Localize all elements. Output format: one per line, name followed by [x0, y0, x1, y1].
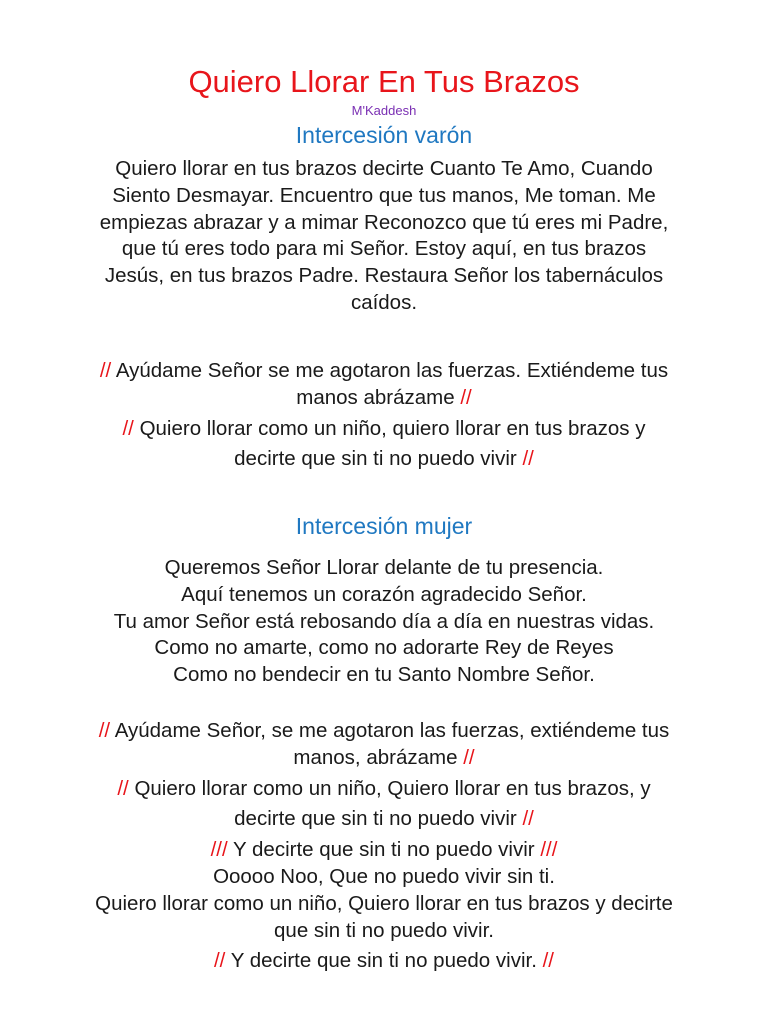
repeat-mark: /// — [210, 838, 228, 862]
section-heading-mujer: Intercesión mujer — [295, 513, 473, 539]
chorus-line: Ooooo Noo, Que no puedo vivir sin ti. — [213, 864, 555, 888]
chorus-line: // Ayúdame Señor, se me agotaron las fuerzas, extiéndeme tus — [98, 719, 670, 742]
repeat-mark: // — [99, 359, 112, 382]
verse-line: Como no amarte, como no adorarte Rey de Reyes — [154, 636, 614, 660]
repeat-mark: // — [213, 949, 226, 973]
repeat-mark: // — [122, 416, 134, 440]
chorus-line: manos, abrázame // — [293, 745, 475, 769]
repeat-mark: // — [522, 807, 534, 831]
verse-line: caídos. — [350, 290, 418, 314]
section-mujer-verse — [60, 555, 708, 689]
verse-line: Quiero llorar en tus brazos decirte Cuanto Te Amo, Cuando — [115, 157, 653, 180]
song-title: Quiero Llorar En Tus Brazos — [188, 64, 580, 99]
chorus-line: manos abrázame // — [296, 385, 472, 409]
chorus-line: decirte que sin ti no puedo vivir // — [234, 807, 534, 831]
verse-line: Como no bendecir en tu Santo Nombre Señor. — [173, 663, 595, 687]
chorus-line: decirte que sin ti no puedo vivir // — [234, 447, 534, 471]
chorus-line: // Quiero llorar como un niño, quiero llorar en tus brazos y — [122, 416, 646, 440]
repeat-mark: // — [522, 447, 534, 471]
song-author: M'Kaddesh — [351, 103, 417, 118]
repeat-mark: // — [98, 719, 111, 742]
verse-line: Siento Desmayar. Encuentro que tus manos, Me toman. Me — [112, 183, 656, 207]
verse-line: empiezas abrazar y a mimar Reconozco que tú eres mi Padre, — [99, 210, 669, 234]
chorus-line: /// Y decirte que sin ti no puedo vivir /// — [210, 838, 558, 862]
chorus-line: // Y decirte que sin ti no puedo vivir. // — [213, 949, 554, 973]
chorus-line: Quiero llorar como un niño, Quiero llorar en tus brazos y decirte — [95, 891, 673, 915]
repeat-mark: // — [117, 776, 129, 800]
section-varon-verse — [60, 156, 708, 317]
chorus-mujer — [60, 718, 708, 975]
repeat-mark: // — [463, 745, 475, 769]
section-heading-varon: Intercesión varón — [295, 122, 473, 148]
repeat-mark: /// — [540, 838, 558, 862]
chorus-varon — [60, 358, 708, 473]
chorus-line: // Ayúdame Señor se me agotaron las fuerzas. Extiéndeme tus — [99, 359, 669, 382]
verse-line: que tú eres todo para mi Señor. Estoy aquí, en tus brazos — [121, 237, 647, 261]
verse-line: Queremos Señor Llorar delante de tu presencia. — [164, 556, 604, 579]
repeat-mark: // — [460, 385, 472, 409]
chorus-line: // Quiero llorar como un niño, Quiero llorar en tus brazos, y — [117, 776, 651, 800]
verse-line: Jesús, en tus brazos Padre. Restaura Señor los tabernáculos — [104, 264, 664, 288]
chorus-line: que sin ti no puedo vivir. — [274, 918, 494, 942]
verse-line: Aquí tenemos un corazón agradecido Señor. — [181, 582, 587, 606]
repeat-mark: // — [542, 949, 554, 973]
verse-line: Tu amor Señor está rebosando día a día en nuestras vidas. — [113, 609, 655, 633]
